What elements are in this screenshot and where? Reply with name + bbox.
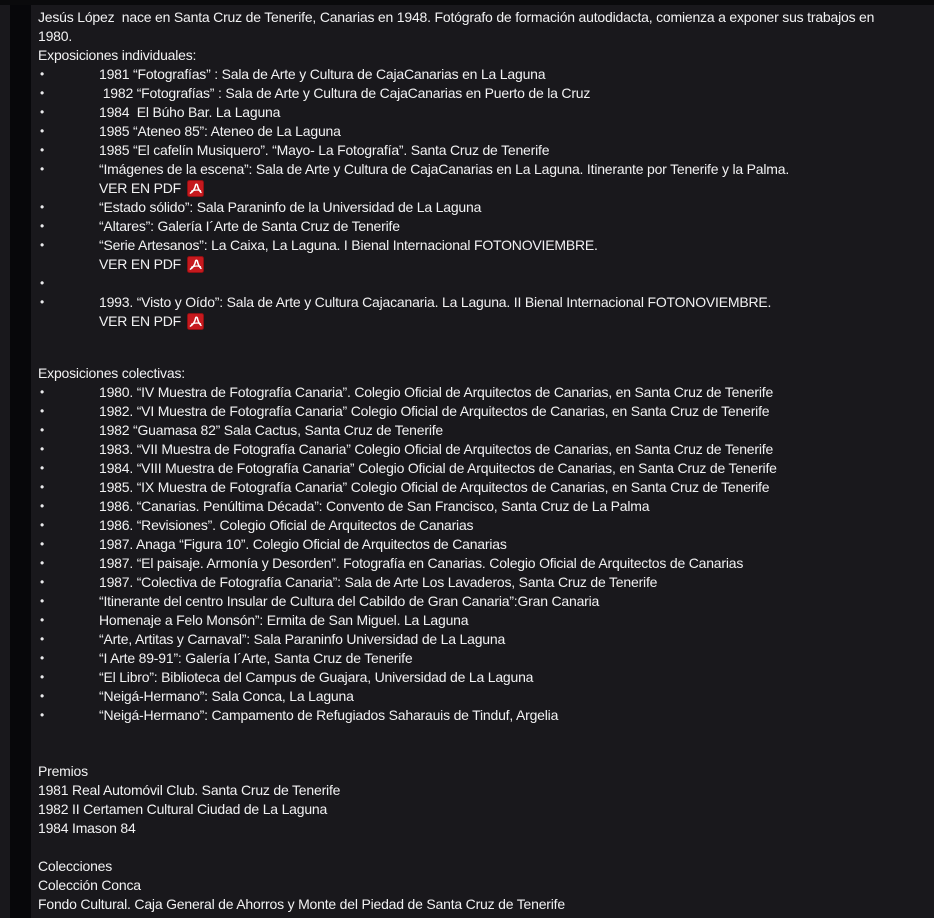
list-item [38, 274, 900, 293]
list-item [38, 293, 900, 312]
pdf-link-label: VER EN PDF [99, 256, 182, 272]
bullet-icon: • [40, 442, 45, 456]
collective-exhibitions-heading: Exposiciones colectivas: [38, 365, 185, 381]
collections-section [38, 857, 900, 914]
bullet-icon: • [40, 594, 45, 608]
bullet-icon: • [40, 67, 45, 81]
list-item-text: 1987. “Colectiva de Fotografía Canaria”: Sala de Arte Los Lavaderos, Santa Cruz de Tenerife [99, 574, 658, 590]
awards-list [38, 781, 900, 838]
collections-list [38, 876, 900, 914]
list-item [38, 402, 900, 421]
list-item [38, 706, 900, 725]
pdf-icon [187, 180, 204, 197]
list-item-text: 1982 “Guamasa 82” Sala Cactus, Santa Cruz de Tenerife [99, 422, 444, 438]
bullet-icon: • [40, 556, 45, 570]
award-line: 1982 II Certamen Cultural Ciudad de La Laguna [38, 801, 328, 817]
list-item-text: 1987. “El paisaje. Armonía y Desorden”. Fotografía en Canarias. Colegio Oficial de Arquitectos de Canarias [99, 555, 744, 571]
bullet-icon: • [40, 423, 45, 437]
list-item-text: Homenaje a Felo Monsón”: Ermita de San Miguel. La Laguna [99, 612, 469, 628]
collective-exhibitions-list [38, 383, 900, 725]
list-item [38, 236, 900, 255]
list-item-text: 1981 “Fotografías” : Sala de Arte y Cultura de CajaCanarias en La Laguna [99, 66, 546, 82]
awards-heading: Premios [38, 763, 88, 779]
list-item [38, 478, 900, 497]
bullet-icon: • [40, 537, 45, 551]
list-item [38, 440, 900, 459]
list-item [38, 535, 900, 554]
list-item [38, 459, 900, 478]
list-item [38, 103, 900, 122]
list-item [38, 122, 900, 141]
bullet-icon: • [40, 200, 45, 214]
list-item [38, 630, 900, 649]
bullet-icon: • [40, 461, 45, 475]
list-item [38, 160, 900, 179]
list-item [38, 687, 900, 706]
list-item-text: “Estado sólido”: Sala Paraninfo de la Universidad de La Laguna [99, 199, 482, 215]
list-item [38, 554, 900, 573]
list-item-text: 1983. “VII Muestra de Fotografía Canaria” Colegio Oficial de Arquitectos de Canarias, en Santa Cruz de Tenerife [99, 441, 774, 457]
list-item [38, 611, 900, 630]
pdf-link-row [38, 312, 900, 331]
list-item [38, 65, 900, 84]
list-item-text: 1985. “IX Muestra de Fotografía Canaria” Colegio Oficial de Arquitectos de Canarias, en Santa Cruz de Tenerife [99, 479, 770, 495]
list-item-text: “Imágenes de la escena”: Sala de Arte y Cultura de CajaCanarias en La Laguna. Itinerante por Tenerife y la Palma. [99, 161, 790, 177]
list-item [38, 198, 900, 217]
list-item [38, 649, 900, 668]
list-item-text: “Arte, Artitas y Carnaval”: Sala Paraninfo Universidad de La Laguna [99, 631, 506, 647]
bullet-icon: • [40, 86, 45, 100]
list-item [38, 516, 900, 535]
pdf-link-row [38, 179, 900, 198]
bullet-icon: • [40, 276, 45, 290]
list-item-text: 1982. “VI Muestra de Fotografía Canaria” Colegio Oficial de Arquitectos de Canarias, en Santa Cruz de Tenerife [99, 403, 770, 419]
pdf-link[interactable] [99, 255, 204, 274]
bullet-icon: • [40, 162, 45, 176]
collection-line: Colección Conca [38, 877, 141, 893]
list-item-text: 1986. “Revisiones”. Colegio Oficial de Arquitectos de Canarias [99, 517, 474, 533]
list-item-text: 1985 “El cafelín Musiquero”. “Mayo- La Fotografía”. Santa Cruz de Tenerife [99, 142, 550, 158]
list-item-text: 1984. “VIII Muestra de Fotografía Canaria” Colegio Oficial de Arquitectos de Canarias, en Santa Cruz de Tenerife [99, 460, 777, 476]
list-item [38, 421, 900, 440]
collections-heading: Colecciones [38, 858, 113, 874]
list-item-text: 1993. “Visto y Oído”: Sala de Arte y Cultura Cajacanaria. La Laguna. II Bienal Internacional FOTONOVIEMBRE. [99, 294, 772, 310]
award-line: 1981 Real Automóvil Club. Santa Cruz de Tenerife [38, 782, 341, 798]
bullet-icon: • [40, 651, 45, 665]
list-item-text: “Itinerante del centro Insular de Cultura del Cabildo de Gran Canaria”:Gran Canaria [99, 593, 600, 609]
list-item-text: “Neigá-Hermano”: Campamento de Refugiados Saharauis de Tinduf, Argelia [99, 707, 559, 723]
list-item-text: 1986. “Canarias. Penúltima Década”: Convento de San Francisco, Santa Cruz de La Palma [99, 498, 650, 514]
bullet-spacer [38, 312, 99, 331]
bullet-icon: • [40, 670, 45, 684]
list-item-text: 1982 “Fotografías” : Sala de Arte y Cultura de CajaCanarias en Puerto de la Cruz [99, 85, 591, 101]
list-item-text: 1980. “IV Muestra de Fotografía Canaria”. Colegio Oficial de Arquitectos de Canarias, en Santa Cruz de Tenerife [99, 384, 774, 400]
list-item-text: 1985 “Ateneo 85”: Ateneo de La Laguna [99, 123, 341, 139]
pdf-link-label: VER EN PDF [99, 313, 182, 329]
bullet-icon: • [40, 295, 45, 309]
bullet-icon: • [40, 689, 45, 703]
pdf-link-label: VER EN PDF [99, 180, 182, 196]
bullet-spacer [38, 255, 99, 274]
list-item [38, 592, 900, 611]
bullet-icon: • [40, 518, 45, 532]
pdf-link-row [38, 255, 900, 274]
bullet-icon: • [40, 238, 45, 252]
bullet-icon: • [40, 143, 45, 157]
list-item [38, 383, 900, 402]
individual-exhibitions-list [38, 65, 900, 331]
list-item [38, 497, 900, 516]
bullet-icon: • [40, 499, 45, 513]
pdf-icon [187, 256, 204, 273]
bullet-icon: • [40, 613, 45, 627]
awards-section [38, 762, 900, 838]
bullet-icon: • [40, 124, 45, 138]
list-item-text: “Altares”: Galería I´Arte de Santa Cruz de Tenerife [99, 218, 400, 234]
collective-exhibitions-section [38, 364, 900, 725]
bullet-icon: • [40, 385, 45, 399]
bullet-icon: • [40, 632, 45, 646]
bullet-icon: • [40, 575, 45, 589]
pdf-icon [187, 313, 204, 330]
bullet-icon: • [40, 480, 45, 494]
list-item-text: “I Arte 89-91”: Galería I´Arte, Santa Cruz de Tenerife [99, 650, 413, 666]
bullet-icon: • [40, 708, 45, 722]
list-item [38, 668, 900, 687]
list-item-text: “El Libro”: Biblioteca del Campus de Guajara, Universidad de La Laguna [99, 669, 534, 685]
list-item-text: 1987. Anaga “Figura 10”. Colegio Oficial de Arquitectos de Canarias [99, 536, 507, 552]
list-item [38, 573, 900, 592]
list-item [38, 84, 900, 103]
individual-exhibitions-heading: Exposiciones individuales: [38, 47, 197, 63]
collection-line: Fondo Cultural. Caja General de Ahorros y Monte del Piedad de Santa Cruz de Tenerife [38, 896, 565, 912]
bullet-icon: • [40, 105, 45, 119]
list-item-text: “Serie Artesanos”: La Caixa, La Laguna. I Bienal Internacional FOTONOVIEMBRE. [99, 237, 598, 253]
pdf-link[interactable] [99, 312, 204, 331]
list-item [38, 217, 900, 236]
bullet-spacer [38, 179, 99, 198]
award-line: 1984 Imason 84 [38, 820, 136, 836]
bullet-icon: • [40, 219, 45, 233]
bullet-icon: • [40, 404, 45, 418]
pdf-link[interactable] [99, 179, 204, 198]
list-item-text: 1984 El Búho Bar. La Laguna [99, 104, 281, 120]
list-item-text: “Neigá-Hermano”: Sala Conca, La Laguna [99, 688, 354, 704]
bio-paragraph: Jesús López nace en Santa Cruz de Tenerife, Canarias en 1948. Fotógrafo de formación autodidacta, comienza a exponer sus trabajos en 1980. [38, 9, 878, 44]
list-item [38, 141, 900, 160]
